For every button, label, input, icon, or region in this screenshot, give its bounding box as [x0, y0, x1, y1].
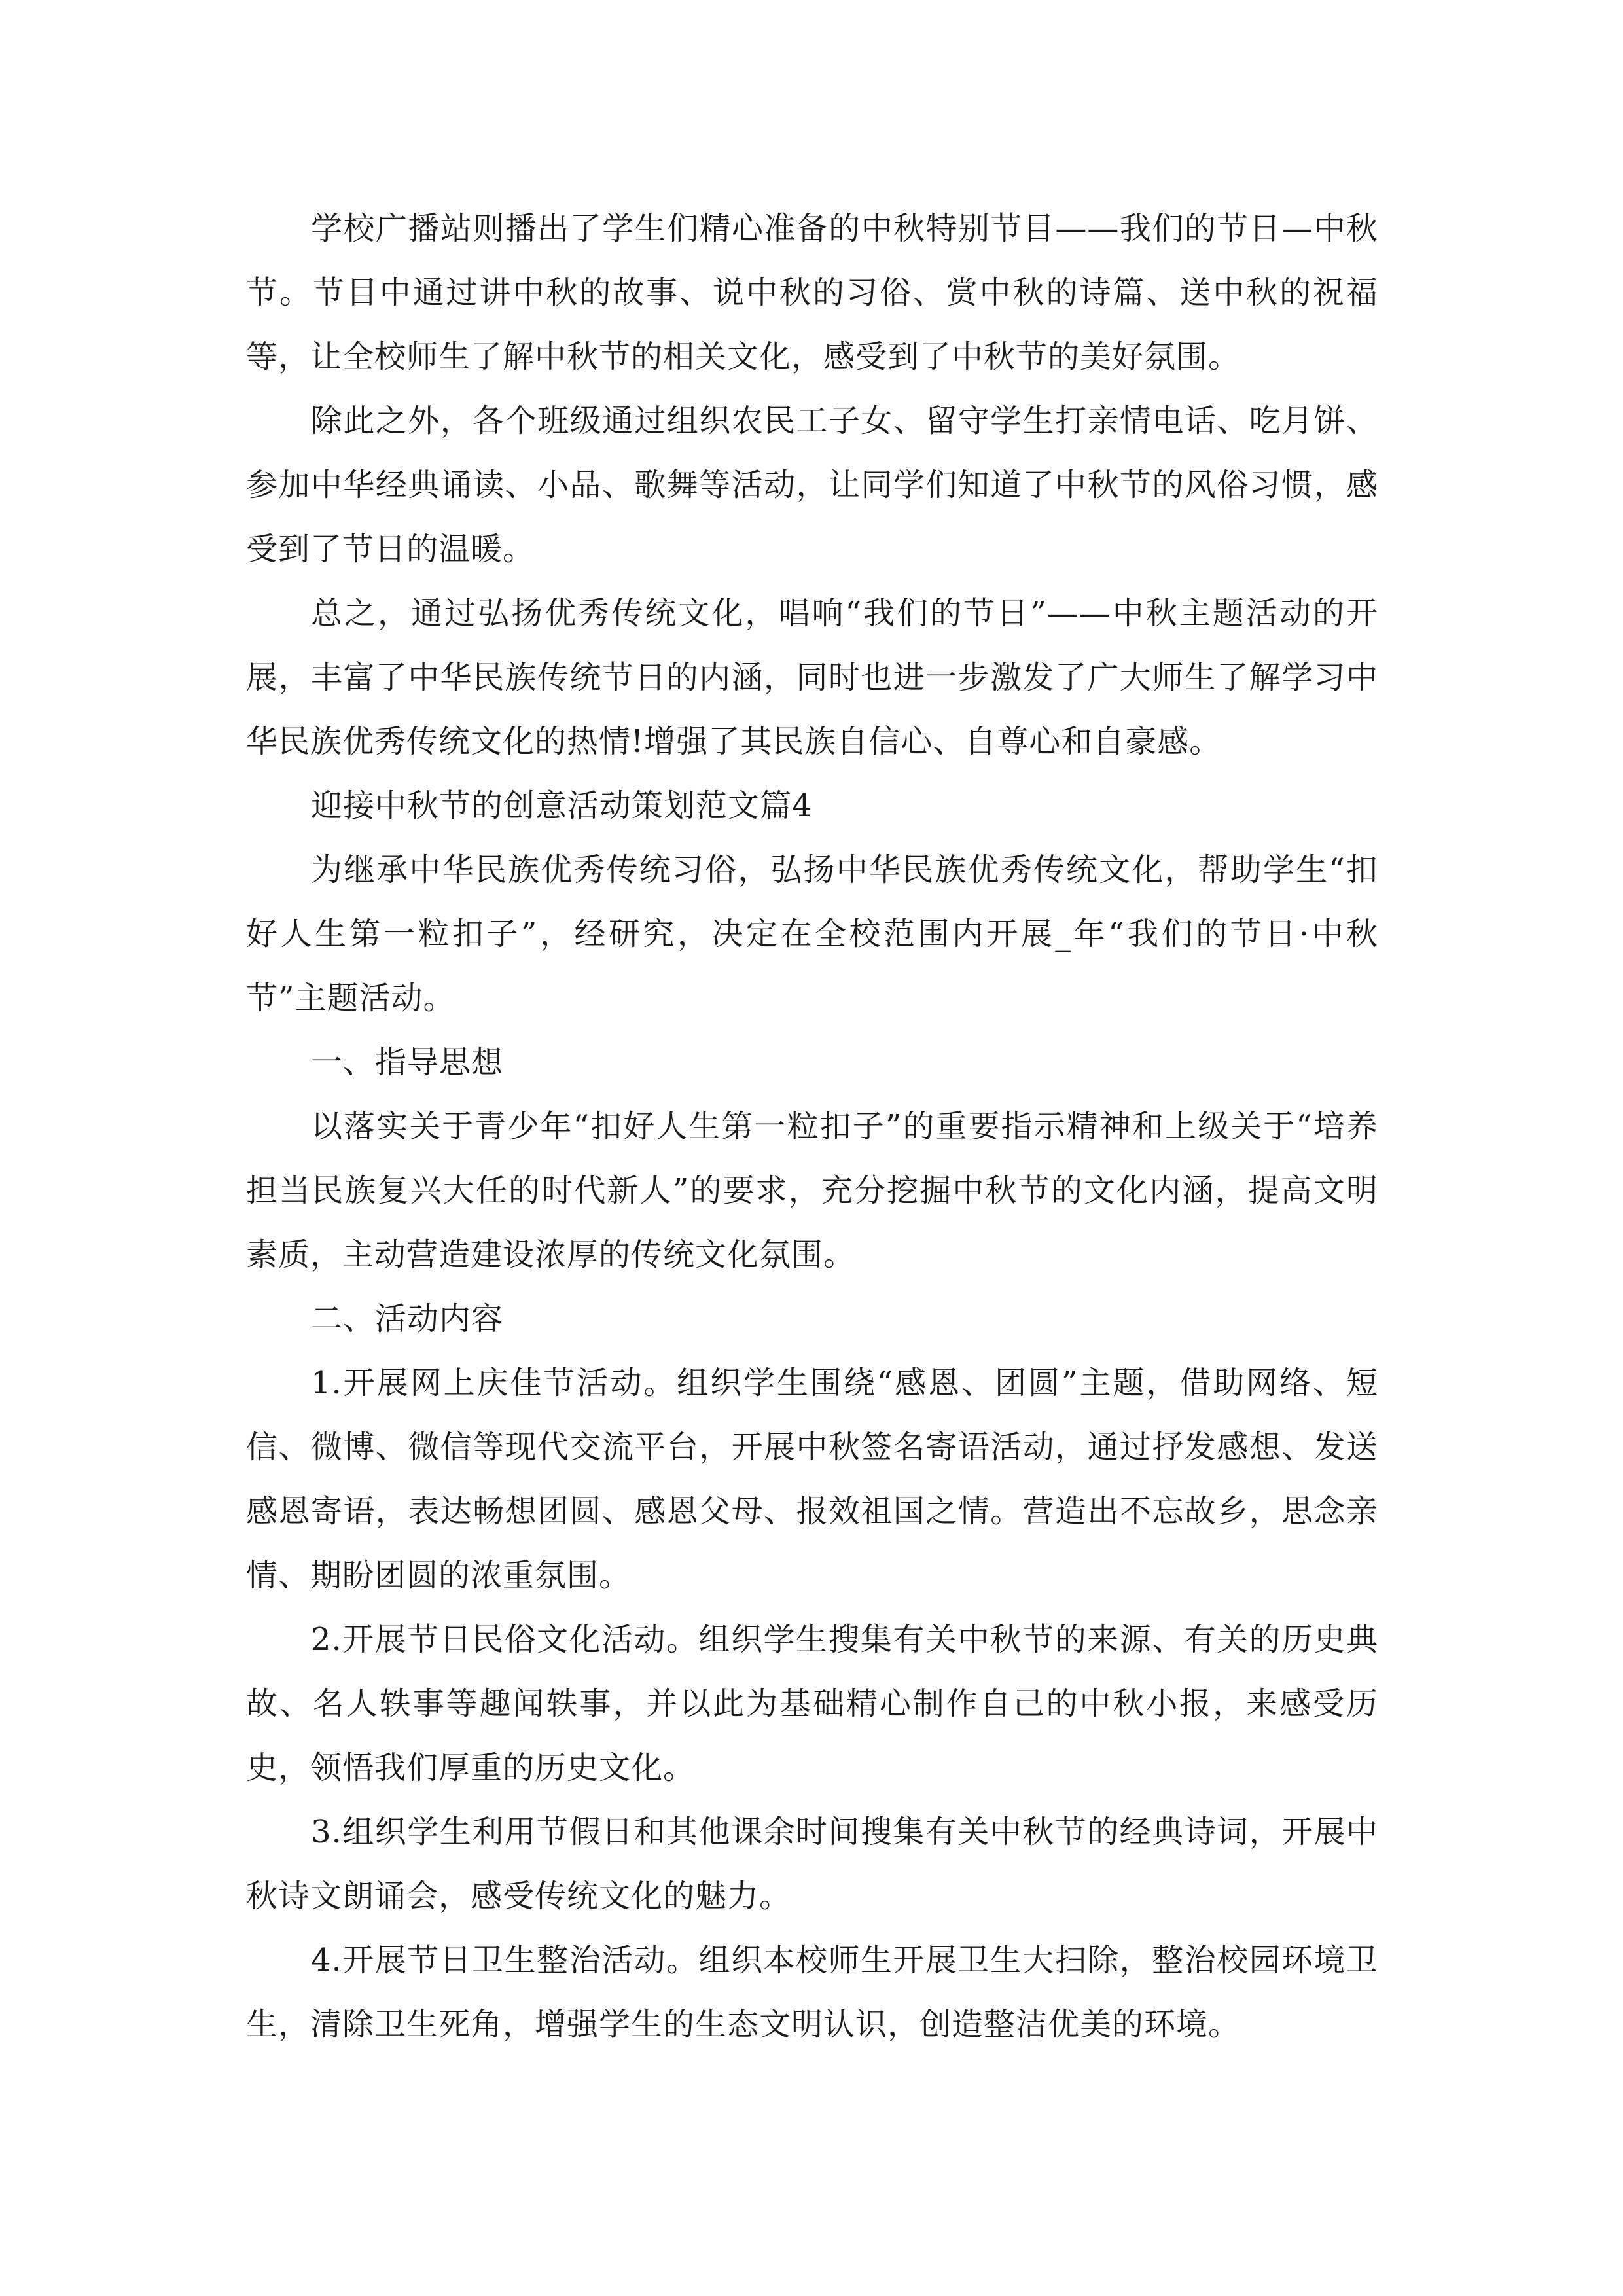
heading-activity-content: 二、活动内容 [311, 1300, 504, 1337]
section-title: 迎接中秋节的创意活动策划范文篇4 [311, 787, 813, 824]
list-item-online-activity: 1.开展网上庆佳节活动。组织学生围绕“感恩、团圆”主题，借助网络、短信、微博、微信等现代交流平台，开展中秋签名寄语活动，通过抒发感想、发送感恩寄语，表达畅想团圆、感恩父母、报效祖国之情。营造出不忘故乡，思念亲情、期盼团圆的浓重氛围。 [246, 1365, 1378, 1594]
paragraph-guiding-ideology: 以落实关于青少年“扣好人生第一粒扣子”的重要指示精神和上级关于“培养担当民族复兴大任的时代新人”的要求，充分挖掘中秋节的文化内涵，提高文明素质，主动营造建设浓厚的传统文化氛围。 [246, 1108, 1378, 1273]
list-item-poetry-recital: 3.组织学生利用节假日和其他课余时间搜集有关中秋节的经典诗词，开展中秋诗文朗诵会，感受传统文化的魅力。 [246, 1814, 1378, 1914]
paragraph-class-activities: 除此之外，各个班级通过组织农民工子女、留守学生打亲情电话、吃月饼、参加中华经典诵读、小品、歌舞等活动，让同学们知道了中秋节的风俗习惯，感受到了节日的温暖。 [246, 403, 1378, 567]
paragraph-broadcast: 学校广播站则播出了学生们精心准备的中秋特别节目——我们的节日—中秋节。节目中通过讲中秋的故事、说中秋的习俗、赏中秋的诗篇、送中秋的祝福等，让全校师生了解中秋节的相关文化，感受到了中秋节的美好氛围。 [246, 210, 1378, 375]
heading-guiding-ideology: 一、指导思想 [311, 1044, 504, 1081]
paragraph-intro: 为继承中华民族优秀传统习俗，弘扬中华民族优秀传统文化，帮助学生“扣好人生第一粒扣子”，经研究，决定在全校范围内开展_年“我们的节日·中秋节”主题活动。 [246, 852, 1378, 1016]
document-body [246, 196, 1378, 2056]
list-item-folk-culture: 2.开展节日民俗文化活动。组织学生搜集有关中秋节的来源、有关的历史典故、名人轶事等趣闻轶事，并以此为基础精心制作自己的中秋小报，来感受历史，领悟我们厚重的历史文化。 [246, 1621, 1378, 1786]
paragraph-summary: 总之，通过弘扬优秀传统文化，唱响“我们的节日”——中秋主题活动的开展，丰富了中华民族传统节日的内涵，同时也进一步激发了广大师生了解学习中华民族优秀传统文化的热情!增强了其民族自信心、自尊心和自豪感。 [246, 595, 1378, 760]
list-item-sanitation: 4.开展节日卫生整治活动。组织本校师生开展卫生大扫除，整治校园环境卫生，清除卫生死角，增强学生的生态文明认识，创造整洁优美的环境。 [246, 1942, 1378, 2043]
